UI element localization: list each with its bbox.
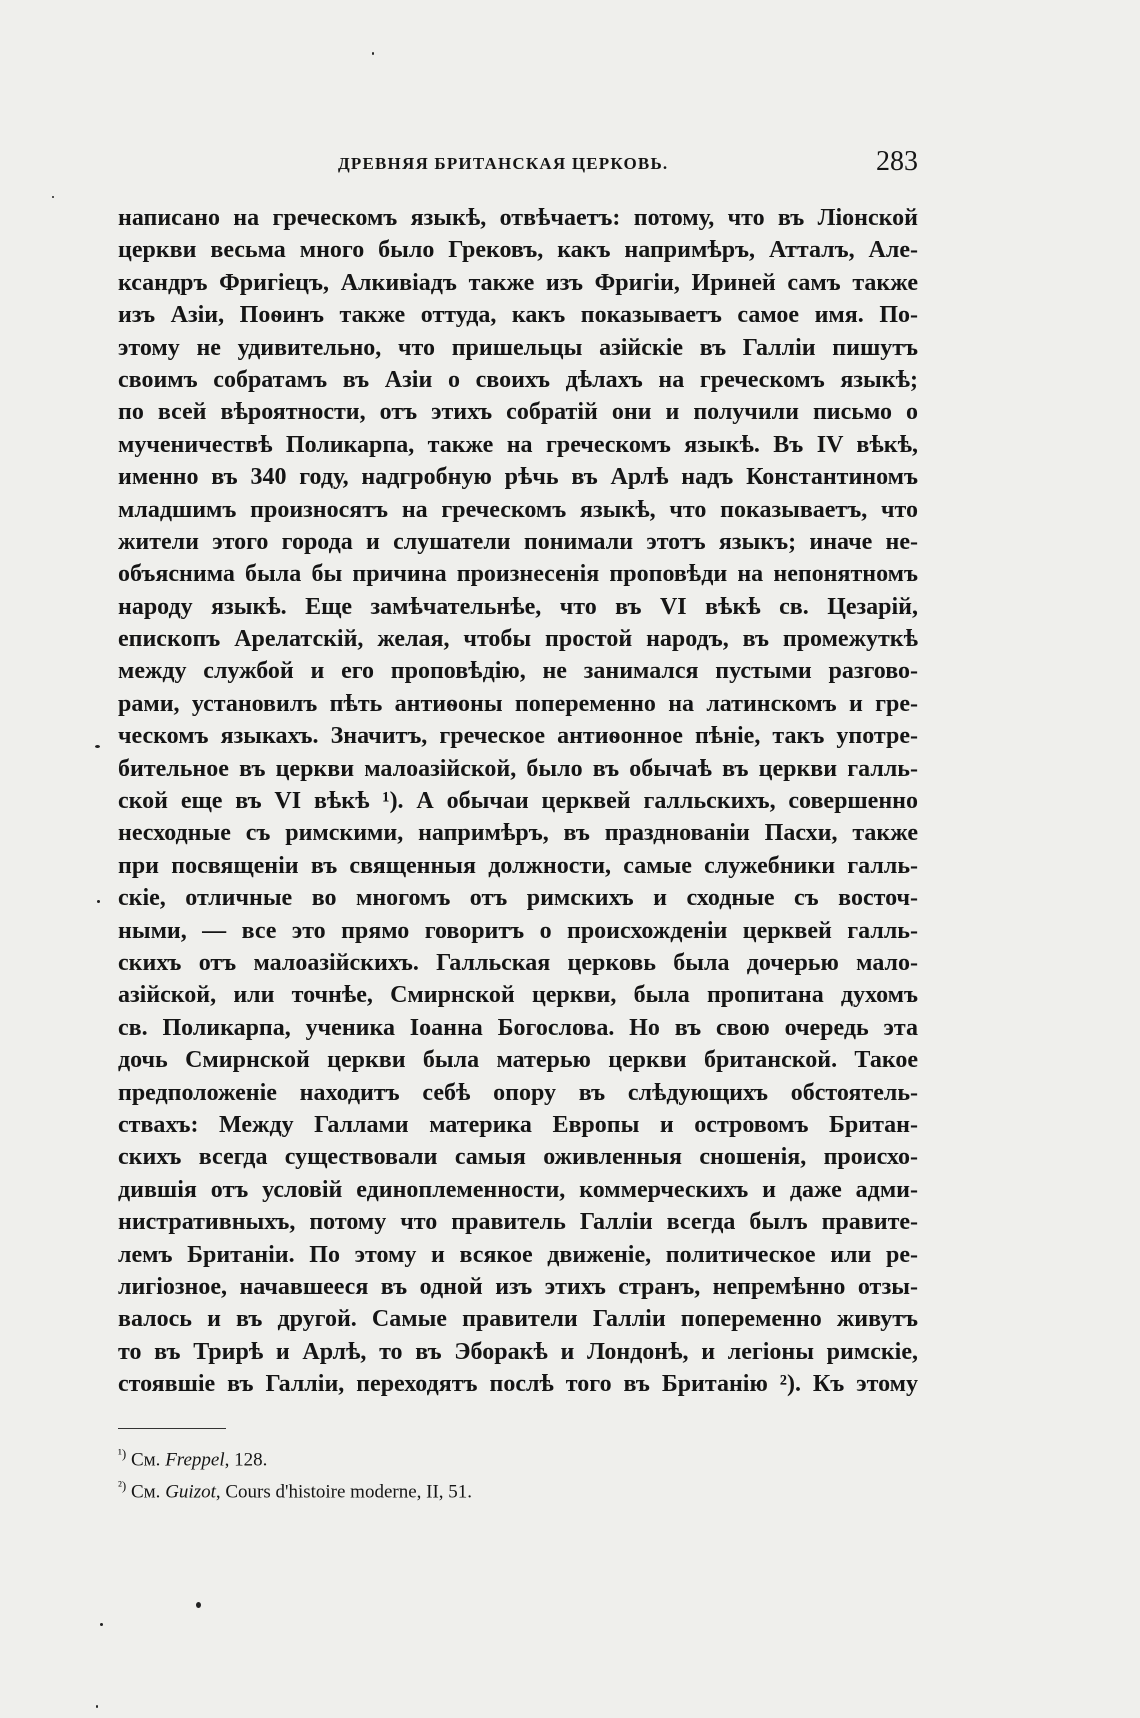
text-line: между службой и его проповѣдію, не занимался пустыми разгово-	[118, 658, 918, 685]
text-line: валось и въ другой. Самые правители Галліи попеременно живутъ	[118, 1306, 918, 1333]
footnote-1-rest: , 128.	[224, 1449, 268, 1471]
text-line: скихъ отъ малоазійскихъ. Галльская церковь была дочерью мало-	[118, 949, 918, 976]
text-line: жители этого города и слушатели понимали этотъ языкъ; иначе не-	[118, 528, 918, 555]
text-line: стоявшіе въ Галліи, переходятъ послѣ того въ Британію ²). Къ этому	[118, 1371, 918, 1398]
text-line: ческомъ языкахъ. Значитъ, греческое антиѳонное пѣніе, такъ употре-	[118, 723, 918, 750]
scan-speck	[196, 1602, 201, 1608]
text-line: дочь Смирнской церкви была матерью церкви британской. Такое	[118, 1047, 918, 1074]
body-text	[118, 202, 918, 1400]
text-line: азійской, или точнѣе, Смирнской церкви, была пропитана духомъ	[118, 982, 918, 1009]
text-line: несходные съ римскими, напримѣръ, въ празднованіи Пасхи, также	[118, 820, 918, 847]
text-line: младшимъ произносятъ на греческомъ языкѣ, что показываетъ, что	[118, 496, 918, 523]
scan-speck	[100, 1623, 103, 1626]
text-line: ствахъ: Между Галлами материка Европы и островомъ Британ-	[118, 1111, 918, 1138]
page-header	[118, 146, 918, 186]
text-line: ской еще въ VI вѣкѣ ¹). А обычаи церквей галльскихъ, совершенно	[118, 788, 918, 815]
text-line: епископъ Арелатскій, желая, чтобы простой народъ, въ промежуткѣ	[118, 626, 918, 653]
footnote-1-author: Freppel	[165, 1449, 225, 1471]
text-line: ными, — все это прямо говоритъ о происхожденіи церквей галль-	[118, 917, 918, 944]
text-line: бительное въ церкви малоазійской, было въ обычаѣ въ церкви галль-	[118, 755, 918, 782]
text-line: мученичествѣ Поликарпа, также на греческомъ языкѣ. Въ IV вѣкѣ,	[118, 431, 918, 458]
footnote-2-rest: , Cours d'histoire moderne, II, 51.	[215, 1481, 473, 1503]
text-line: при посвященіи въ священныя должности, самые служебники галль-	[118, 852, 918, 879]
text-line: народу языкѣ. Еще замѣчательнѣе, что въ VI вѣкѣ св. Цезарій,	[118, 593, 918, 620]
footnotes	[118, 1438, 918, 1502]
footnote-1-prefix: См.	[130, 1449, 166, 1471]
scan-speck	[95, 745, 100, 748]
text-line: нистративныхъ, потому что правитель Галліи всегда былъ правите-	[118, 1209, 918, 1236]
running-title: ДРЕВНЯЯ БРИТАНСКАЯ ЦЕРКОВЬ.	[338, 154, 669, 173]
page-number: 283	[876, 146, 918, 177]
scan-speck	[97, 900, 100, 903]
text-line: св. Поликарпа, ученика Іоанна Богослова. Но въ свою очередь эта	[118, 1014, 918, 1041]
text-line: скихъ всегда существовали самыя оживленныя сношенія, происхо-	[118, 1144, 918, 1171]
text-line: то въ Трирѣ и Арлѣ, то въ Эборакѣ и Лондонѣ, и легіоны римскіе,	[118, 1338, 918, 1365]
text-line: предположеніе находитъ себѣ опору въ слѣдующихъ обстоятель-	[118, 1079, 918, 1106]
footnote-divider	[118, 1428, 226, 1429]
text-line: именно въ 340 году, надгробную рѣчь въ Арлѣ надъ Константиномъ	[118, 464, 918, 491]
text-line: рами, установилъ пѣть антиѳоны попеременно на латинскомъ и гре-	[118, 690, 918, 717]
footnote-2	[118, 1470, 918, 1502]
text-line: написано на греческомъ языкѣ, отвѣчаетъ: потому, что въ Ліонской	[118, 205, 918, 231]
text-line: дившія отъ условій единоплеменности, коммерческихъ и даже адми-	[118, 1176, 918, 1203]
scan-speck	[52, 196, 54, 198]
text-line: лемъ Британіи. По этому и всякое движеніе, политическое или ре-	[118, 1241, 918, 1268]
text-line: церкви весьма много было Грековъ, какъ напримѣръ, Атталъ, Але-	[118, 237, 918, 264]
text-line: своимъ собратамъ въ Азіи о своихъ дѣлахъ на греческомъ языкѣ;	[118, 366, 918, 393]
footnote-1-mark: ¹)	[118, 1446, 127, 1461]
text-line: изъ Азіи, Поѳинъ также оттуда, какъ показываетъ самое имя. По-	[118, 302, 918, 329]
text-line: этому не удивительно, что пришельцы азійскіе въ Галліи пишутъ	[118, 334, 918, 361]
scan-speck	[96, 1705, 98, 1708]
text-line: по всей вѣроятности, отъ этихъ собратій они и получили письмо о	[118, 399, 918, 426]
text-line: лигіозное, начавшееся въ одной изъ этихъ странъ, непремѣнно отзы-	[118, 1273, 918, 1300]
text-line: скіе, отличные во многомъ отъ римскихъ и сходные съ восточ-	[118, 885, 918, 912]
footnote-2-author: Guizot	[165, 1481, 216, 1503]
text-line: ксандръ Фригіецъ, Алкивіадъ также изъ Фригіи, Ириней самъ также	[118, 269, 918, 296]
footnote-2-mark: ²)	[118, 1478, 127, 1493]
text-line: объяснима была бы причина произнесенія проповѣди на непонятномъ	[118, 561, 918, 588]
footnote-2-prefix: См.	[130, 1481, 166, 1503]
scan-speck	[372, 52, 374, 55]
footnote-1	[118, 1438, 918, 1470]
